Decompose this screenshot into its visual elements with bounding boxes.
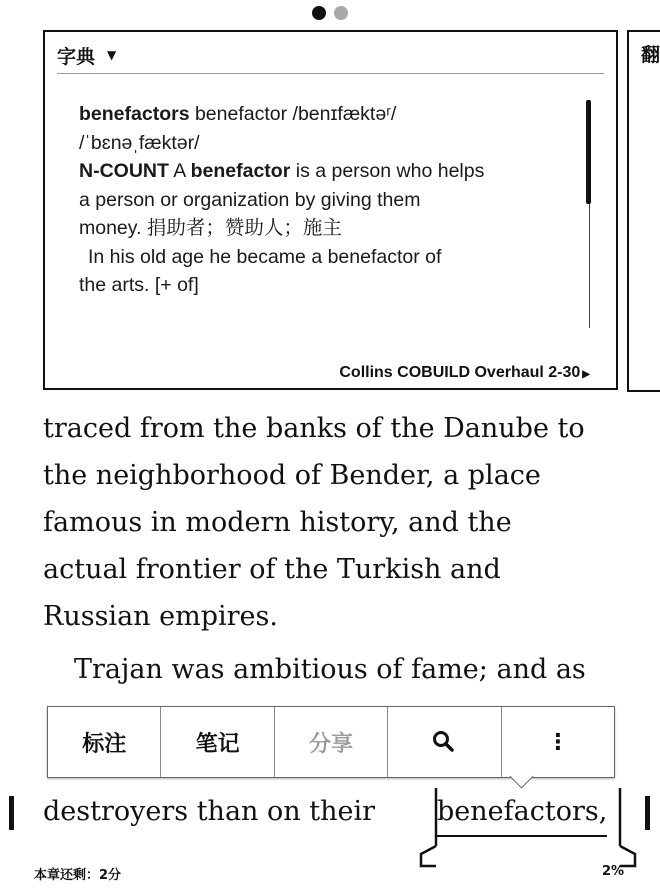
line-4: actual frontier of the Turkish and	[43, 554, 501, 585]
page-dot-active[interactable]	[312, 6, 326, 20]
example-line-2: the arts. [+ of]	[79, 274, 199, 296]
definition-line-1: N-COUNT A benefactor is a person who helps	[79, 160, 485, 182]
example-line-1: In his old age he became a benefactor of	[88, 245, 442, 268]
note-button[interactable]: 笔记	[161, 707, 274, 777]
dictionary-source: Collins COBUILD Overhaul 2-30	[339, 364, 581, 381]
paragraph-2-line-1: Trajan was ambitious of fame; and as	[74, 654, 586, 685]
share-button[interactable]: 分享	[275, 707, 388, 777]
line-3: famous in modern history, and the	[43, 507, 512, 538]
search-button[interactable]	[388, 707, 501, 777]
selected-word[interactable]: benefactors,	[437, 788, 607, 837]
pronunciation-uk: benefactor /benɪfæktəʳ/	[189, 103, 397, 125]
entry-headline	[79, 100, 554, 129]
translation-card-peek[interactable]	[627, 30, 660, 392]
page-indicator	[0, 6, 660, 20]
page-edge-marker-right	[645, 796, 650, 830]
selection-start-handle[interactable]	[417, 786, 441, 868]
dropdown-caret-icon[interactable]: ▼	[107, 48, 117, 62]
definition-line-3: money. 捐助者；赞助人；施主	[79, 217, 342, 239]
selection-end-handle[interactable]	[615, 786, 639, 868]
line-2: the neighborhood of Bender, a place	[43, 460, 541, 491]
translation-card-title: 翻	[641, 44, 660, 66]
chapter-time-remaining: 本章还剩：2分	[34, 868, 122, 883]
more-button[interactable]: ⋮	[546, 729, 569, 755]
scrollbar-thumb[interactable]	[586, 100, 591, 204]
pronunciation-us: /ˈbɛnəˌfæktər/	[79, 131, 200, 154]
definition-term: benefactor	[190, 160, 291, 182]
dictionary-card	[43, 30, 618, 390]
annotate-button[interactable]: 标注	[48, 707, 161, 777]
dictionary-title: 字典	[57, 45, 96, 68]
reading-text	[43, 405, 617, 693]
search-icon	[431, 729, 457, 755]
dictionary-entry	[79, 100, 554, 300]
arrow-right-icon: ▶	[582, 369, 590, 380]
dictionary-source-link[interactable]	[339, 364, 590, 382]
selection-toolbar	[47, 706, 615, 778]
definition-line-2: a person or organization by giving them	[79, 188, 421, 211]
divider	[57, 73, 604, 74]
part-of-speech: N-COUNT	[79, 160, 169, 182]
text-line	[43, 405, 617, 452]
page-dot-inactive[interactable]	[334, 6, 348, 20]
selection-line: destroyers than on their	[43, 796, 376, 827]
headword: benefactors	[79, 103, 190, 125]
reading-progress: 2%	[602, 864, 625, 879]
line-1: traced from the banks of the Danube to	[43, 413, 585, 444]
page-edge-marker-left	[9, 796, 14, 830]
line-5: Russian empires.	[43, 601, 278, 632]
dictionary-selector[interactable]	[57, 40, 116, 70]
